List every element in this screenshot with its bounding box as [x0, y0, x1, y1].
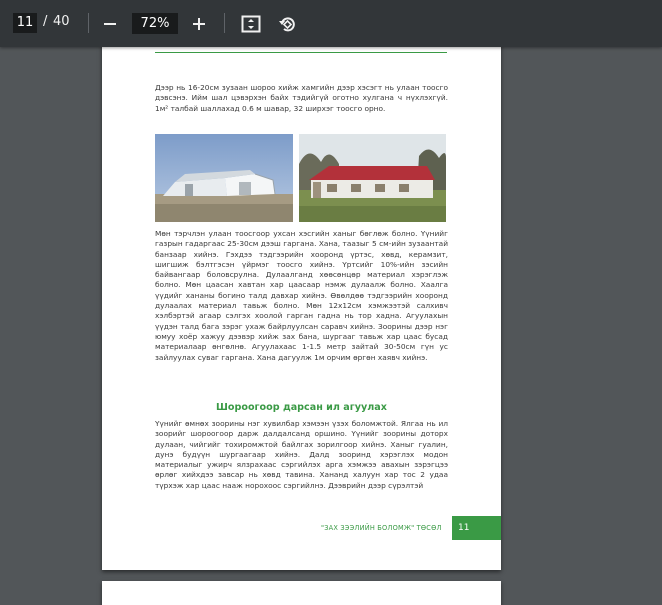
fit-page-button[interactable] — [239, 12, 263, 36]
pdf-toolbar — [0, 0, 662, 47]
storehouse-photo — [299, 134, 446, 222]
paragraph-3: Үүнийг өмнөх зоорины нэг хувилбар хэмээн үзэх боломжтой. Ялгаа нь ил зоорийг шороогоор дарж далдалсанд оршино. Үүнийг зоорины доторх дулаан, чийгийг тохиромжтой байлгах зорилгоор хийнэ. Ханыг гуалин, дунэ будүүн шургаагаар хийнэ. Далд зооринд хэрэглэх модон материалыг ужирч ялзрахаас сэргийлэх арга хэмжээ авахын зэрэгцээ өрлөг хийхдээ завсар нь хөвд тавина. Хананд халуун хар тос 2 удаа түрхэж хар цаас нааж норохоос сэргийлнэ. Дээврийн дээр сүрэлтэй — [155, 419, 448, 490]
rotate-button[interactable] — [275, 12, 299, 36]
page-total: 40 — [53, 14, 70, 29]
footer-project-name: "ЗАХ ЗЭЭЛИЙН БОЛОМЖ" ТӨСӨЛ — [321, 524, 442, 532]
zoom-out-button[interactable] — [98, 12, 122, 36]
page-separator: / — [43, 14, 48, 29]
rotate-icon — [277, 14, 297, 34]
toolbar-divider — [88, 13, 89, 33]
zoom-in-button[interactable] — [187, 12, 211, 36]
paragraph-2: Мөн тэрчлэн улаан тоосгоор ухсан хэсгийн ханыг бөглөж болно. Үүнийг газрын гадаргаас 25-30см дээш гаргана. Хана, таазыг 5 см-ийн зузаантай банзаар хийнэ. Гэхдээ тэдгээрийн хооронд үртэс, хөвд, керамзит, шигшиж бэлтгэсэн үйрмэг тоосго хийнэ. Үртсийг 10%-ийн зэсийн байвангаар боловсрулна. Дулаалганд хөөсөнцөр материал хэрэглэж болно. Мөн цаасан хавтан хар цаасаар нэмж дулаалж болно. Хаалга үүдийг хананы богино талд давхар хийнэ. Өвөлдөө тэдгээрийн хооронд дулаалах материал тавьж болно. Мөн 12x12см хэмжээтэй салхивч хэлбэртэй агаар сэлгэх хоолой гарган гадна нь тор хадна. Агуулахын үүдэн талд бага зэрэг ухаж байрлуулсан саравч хийнэ. Зоорины дээр нэг юмуу хоёр хажуу дээвэр хийж зах бана, шургааг тавьж хар цаас бусад материалаар өнгөлнө. Агуулахаас 1-1.5 метр зайтай 30-50см гүн ус зайлуулах суваг гаргана. Хана дагуулж 1м орчим өргөн хаявч хийнэ. — [155, 229, 448, 362]
zoom-out-icon — [103, 17, 117, 31]
zoom-level-input[interactable]: 72% — [132, 13, 178, 34]
header-rule — [155, 52, 447, 53]
section-heading: Шороогоор дарсан ил агуулах — [216, 402, 387, 413]
paragraph-1: Дээр нь 16-20см зузаан шороо хийж хамгийн дээр хэсэгт нь улаан тоосго дэвсэнэ. Ийм шал цэвэрхэн байх тэдийгүй оготно хулгана ч нүхлэхгүй. 1м² талбай шаллахад 0.6 м шавар, 32 ширхэг тоосго орно. — [155, 83, 448, 113]
pdf-page-next — [102, 581, 501, 605]
fit-page-icon — [241, 15, 261, 33]
warehouse-photo — [155, 134, 293, 222]
zoom-in-icon — [192, 17, 206, 31]
pdf-page — [102, 38, 501, 570]
page-number-input[interactable]: 11 — [13, 13, 37, 33]
footer-page-number: 11 — [452, 516, 501, 540]
toolbar-divider — [224, 13, 225, 33]
